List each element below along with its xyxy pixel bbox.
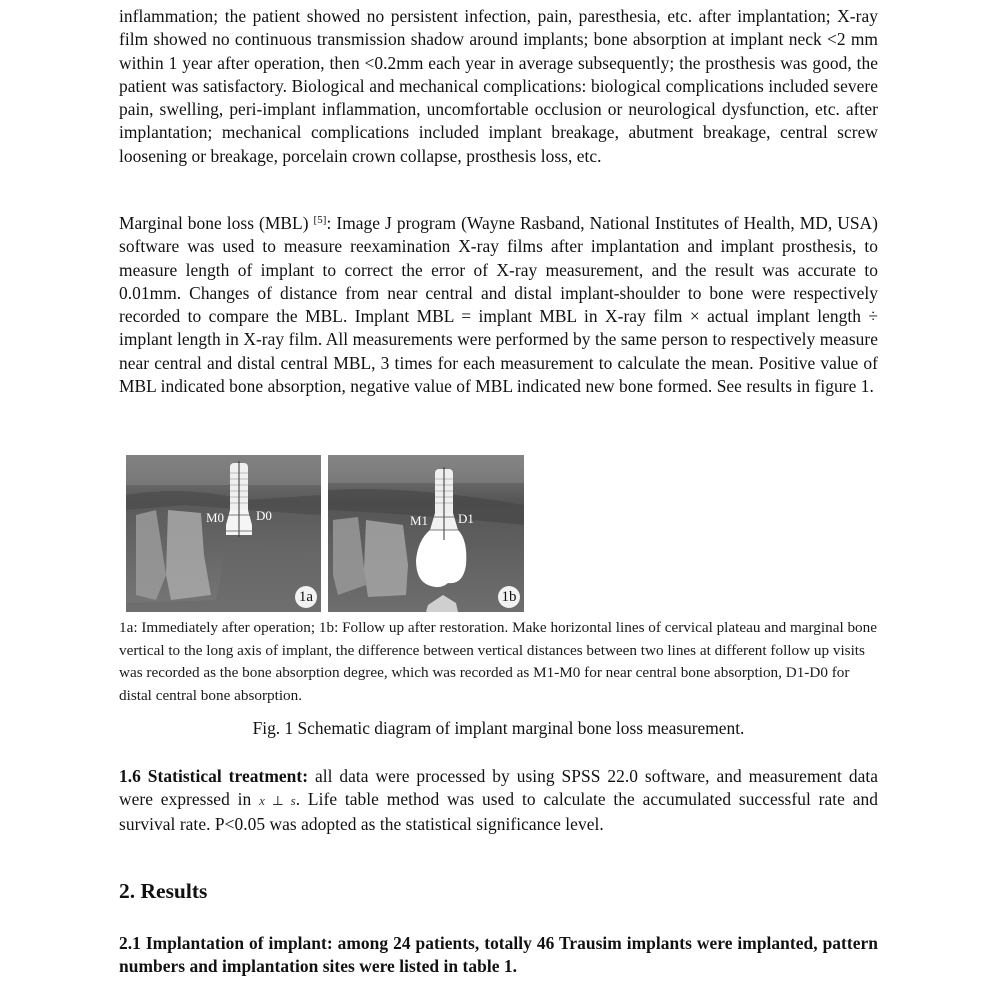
xray-image-1b [328,455,524,612]
section-heading-results: 2. Results [119,879,208,903]
panel-tag-1b: 1b [498,586,520,608]
mbl-lead: Marginal bone loss (MBL) [119,213,314,233]
math-expression: x ⊥ s [259,793,296,809]
panel-tag-1a: 1a [295,586,317,608]
figure-note: 1a: Immediately after operation; 1b: Follow up after restoration. Make horizontal lines of cervical plateau and marginal bone vertical to the long axis of implant, the difference between vertical distances between two lines at different follow up visits was recorded as the bone absorption degree, which was recorded as M1-M0 for near central bone absorption, D1-D0 for distal central bone absorption. [119,619,877,704]
section-implantation: 2.1 Implantation of implant: among 24 patients, totally 46 Trausim implants were implanted, pattern numbers and implantation sites were listed in table 1. [119,933,878,977]
label-d0: D0 [256,508,272,523]
paragraph-marginal-bone-loss [119,212,878,398]
mbl-body: : Image J program (Wayne Rasband, National Institutes of Health, MD, USA) software was used to measure reexamination X-ray films after implantation and implant prosthesis, to measure length of implant to correct the error of X-ray measurement, and the result was accurate to 0.01mm. Changes of distance from near central and distal implant-shoulder to bone were respectively recorded to compare the MBL. Implant MBL = implant MBL in X-ray film × actual implant length ÷ implant length in X-ray film. All measurements were performed by the same person to respectively measure near central and distal central MBL, 3 times for each measurement to calculate the mean. Positive value of MBL indicated bone absorption, negative value of MBL indicated new bone formed. See results in figure 1. [119,213,878,397]
citation-ref[interactable]: [5] [313,214,327,226]
figure-1 [126,455,526,612]
stat-text-1: all data were processed by using SPSS 22.0 software, and measurement data were expressed in [119,766,878,810]
label-m0: M0 [206,510,225,525]
xray-image-1a [126,455,321,612]
stat-text-2: . Life table method was used to calculate the accumulated successful rate and survival rate. P<0.05 was adopted as the statistical significance level. [119,789,878,834]
paragraph-success-criteria: inflammation; the patient showed no persistent infection, pain, paresthesia, etc. after implantation; X-ray film showed no continuous transmission shadow around implants; bone absorption at implant neck <2 mm within 1 year after operation, then <0.2mm each year in average subsequently; the prosthesis was good, the patient was satisfactory. Biological and mechanical complications: biological complications included severe pain, swelling, peri-implant inflammation, uncomfortable occlusion or neurological dysfunction, etc. after implantation; mechanical complications included implant breakage, abutment breakage, central screw loosening or breakage, porcelain crown collapse, prosthesis loss, etc. [119,6,878,166]
label-m1: M1 [410,513,429,528]
label-d1: D1 [458,511,474,526]
section-heading-1-6: 1.6 Statistical treatment: [119,766,309,786]
section-statistical-treatment [119,765,878,836]
figure-title: Fig. 1 Schematic diagram of implant marginal bone loss measurement. [252,718,745,738]
